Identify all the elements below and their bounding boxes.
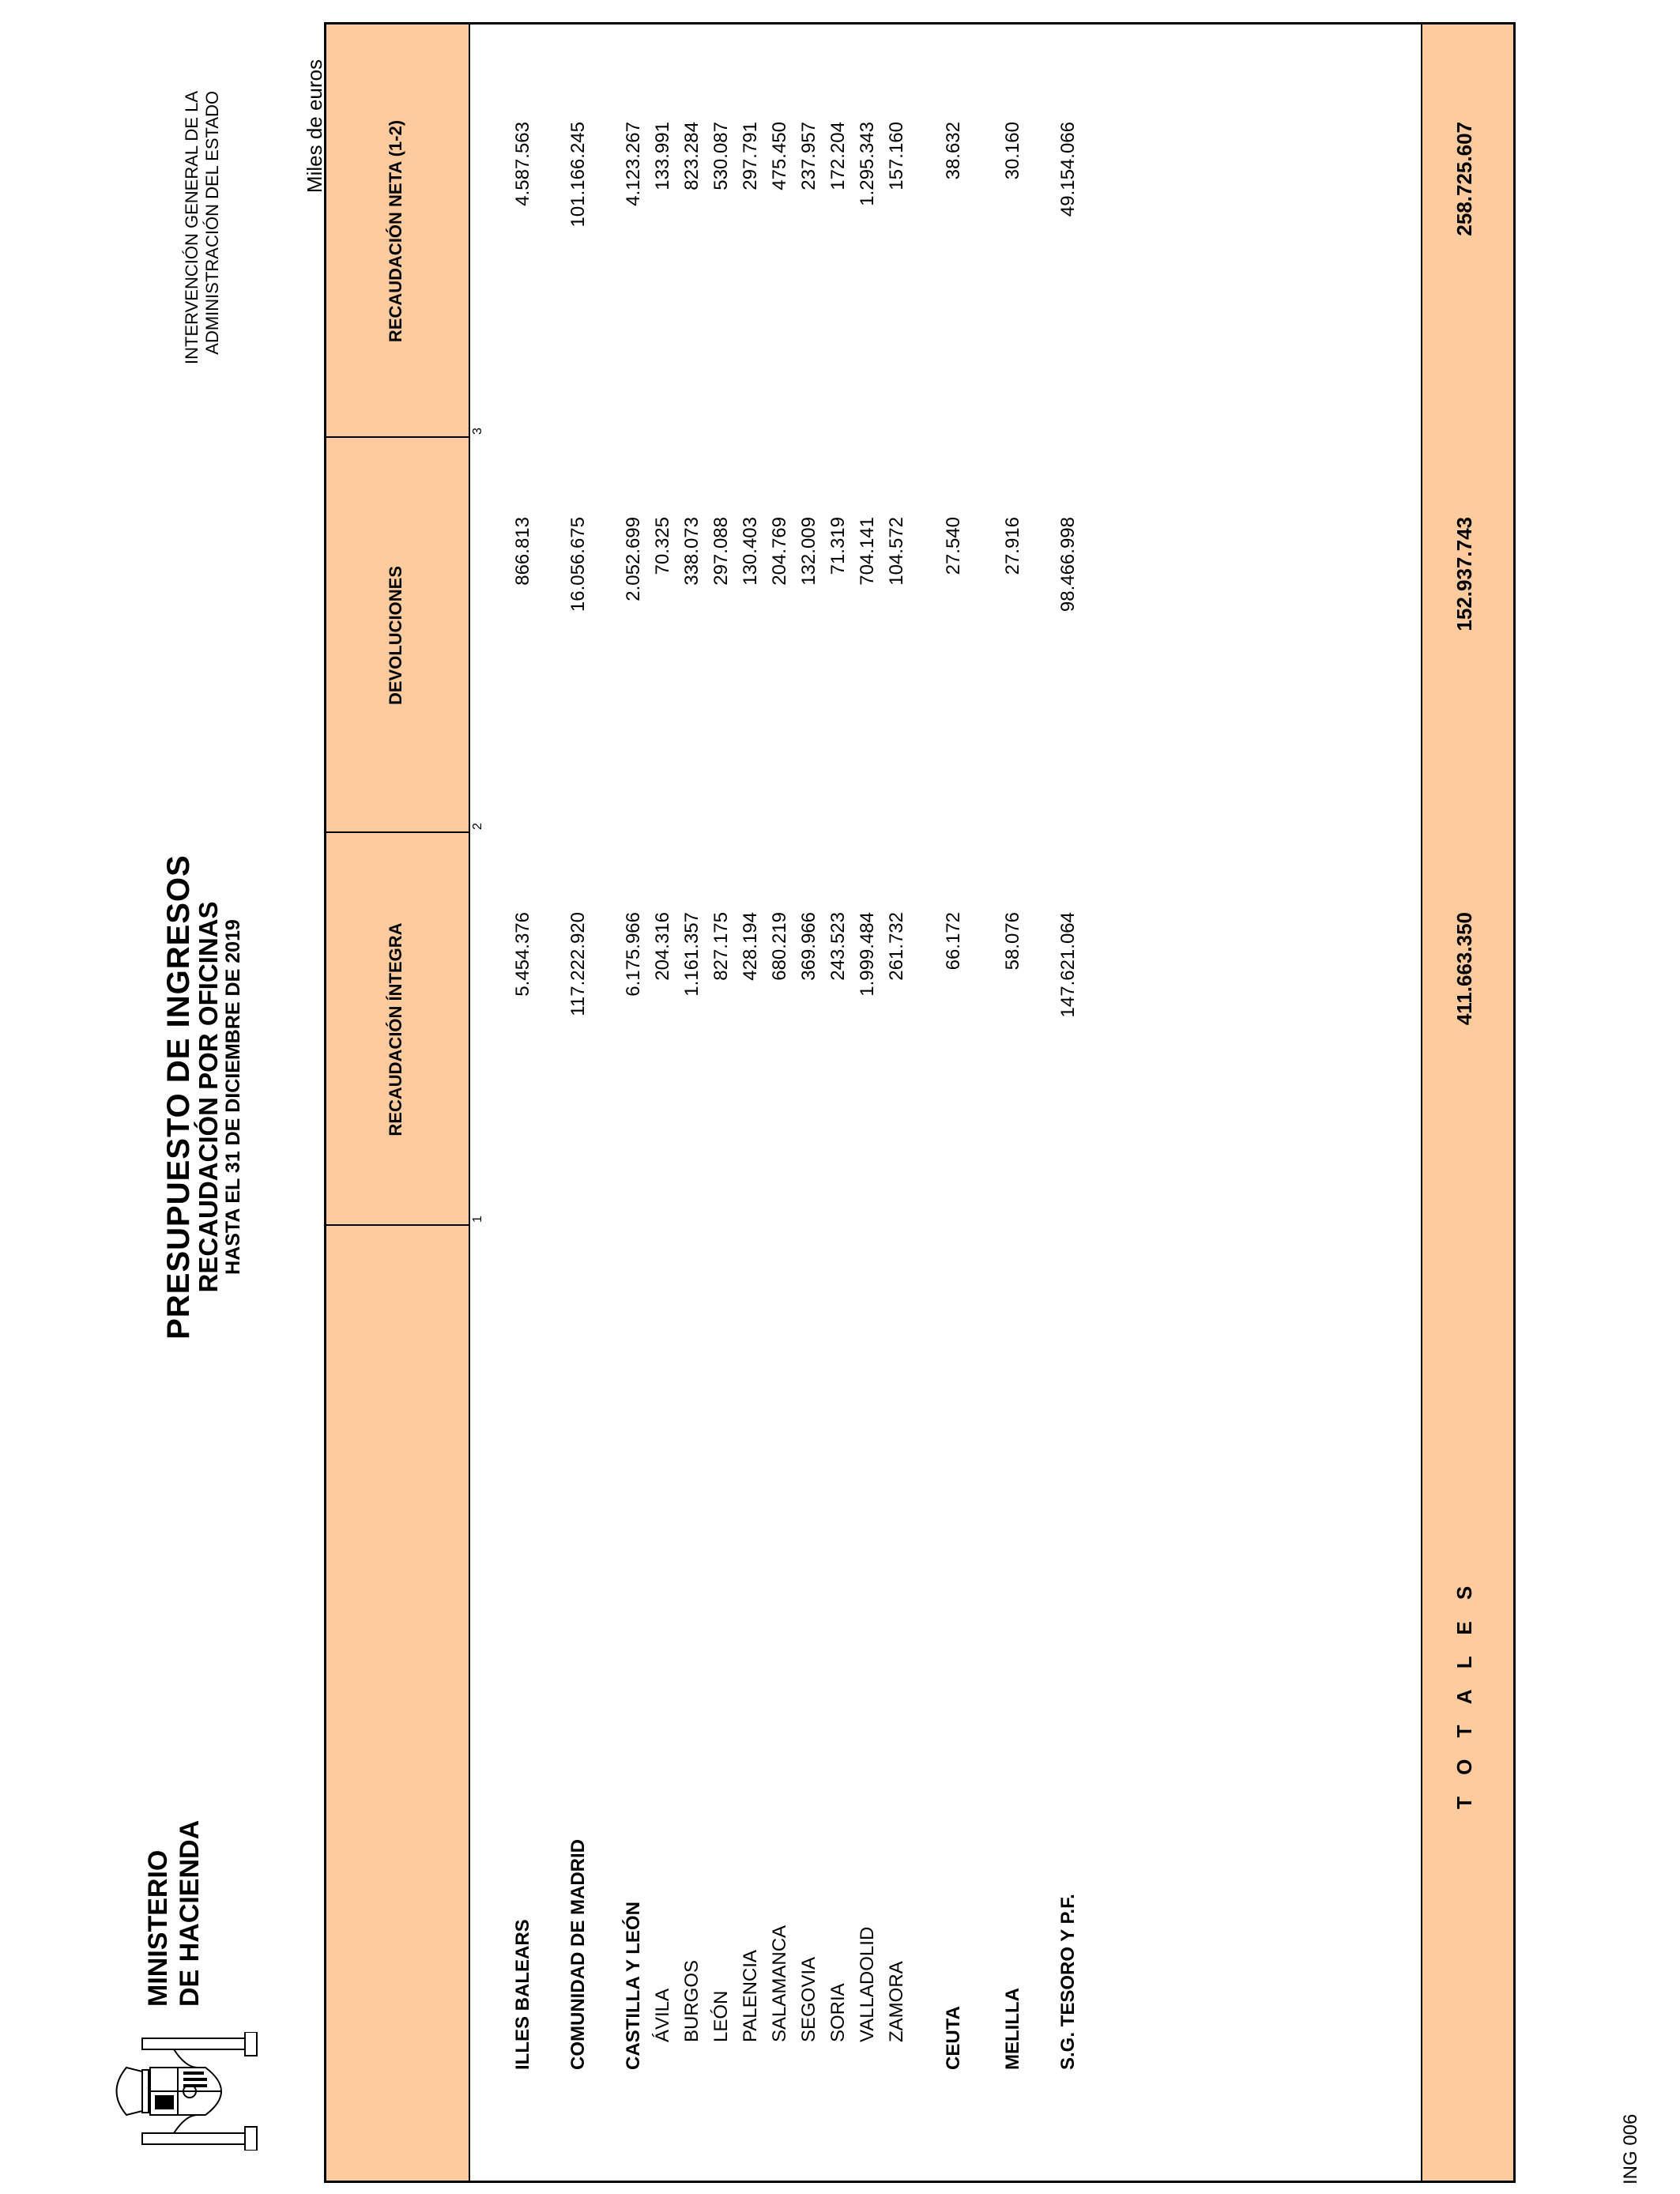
column-number-1: 1: [471, 1216, 484, 1223]
cell-neta: 297.791: [740, 122, 761, 190]
cell-devoluciones: 71.319: [827, 517, 849, 575]
row-label: ZAMORA: [886, 1961, 907, 2042]
header-divider: [469, 25, 470, 2181]
totals-label: T O T A L E S: [1452, 1578, 1476, 1809]
total-devoluciones: 152.937.743: [1452, 517, 1476, 631]
cell-neta: 157.160: [886, 122, 907, 190]
cell-integra: 5.454.376: [512, 912, 533, 997]
cell-integra: 6.175.966: [623, 912, 644, 997]
org-line1: INTERVENCIÓN GENERAL DE LA: [182, 91, 202, 364]
cell-devoluciones: 70.325: [652, 517, 673, 575]
row-label: SALAMANCA: [769, 1924, 790, 2042]
ministry-line1: MINISTERIO: [143, 1849, 173, 2007]
row-label: SEGOVIA: [798, 1956, 819, 2042]
cell-neta: 133.991: [652, 122, 673, 190]
row-label: CEUTA: [943, 2006, 964, 2070]
cell-devoluciones: 98.466.998: [1057, 517, 1079, 613]
totals-divider: [1421, 25, 1422, 2181]
cell-neta: 172.204: [827, 122, 849, 190]
cell-neta: 4.587.563: [512, 122, 533, 206]
column-number-2: 2: [471, 823, 484, 830]
cell-integra: 827.175: [710, 912, 732, 981]
cell-devoluciones: 27.540: [943, 517, 964, 575]
column-number-3: 3: [471, 428, 484, 435]
cell-integra: 66.172: [943, 912, 964, 971]
cell-integra: 58.076: [1002, 912, 1023, 971]
cell-integra: 261.732: [886, 912, 907, 981]
cell-neta: 530.087: [710, 122, 732, 190]
total-integra: 411.663.350: [1452, 912, 1476, 1026]
cell-neta: 1.295.343: [857, 122, 878, 206]
row-label: MELILLA: [1002, 1988, 1023, 2070]
row-label: ÁVILA: [652, 1988, 673, 2042]
cell-neta: 101.166.245: [567, 122, 589, 228]
organization-name: [182, 91, 223, 364]
units-label: Miles de euros: [303, 59, 326, 194]
cell-integra: 243.523: [827, 912, 849, 981]
org-line2: ADMINISTRACIÓN DEL ESTADO: [202, 91, 222, 355]
cell-devoluciones: 704.141: [857, 517, 878, 586]
cell-devoluciones: 297.088: [710, 517, 732, 586]
column-header-integra: RECAUDACIÓN ÍNTEGRA: [386, 922, 405, 1137]
date-line: HASTA EL 31 DE DICIEMBRE DE 2019: [222, 919, 244, 1275]
row-label: SORIA: [827, 1983, 849, 2042]
cell-devoluciones: 2.052.699: [623, 517, 644, 601]
page-subtitle: RECAUDACIÓN POR OFICINAS: [194, 901, 223, 1293]
cell-neta: 475.450: [769, 122, 790, 190]
cell-integra: 117.222.920: [567, 912, 589, 1016]
cell-devoluciones: 104.572: [886, 517, 907, 586]
cell-integra: 428.194: [740, 912, 761, 981]
row-label: CASTILLA Y LEÓN: [623, 1902, 644, 2070]
data-table: [324, 22, 1516, 2183]
cell-neta: 4.123.267: [623, 122, 644, 206]
total-neta: 258.725.607: [1452, 122, 1476, 236]
cell-neta: 823.284: [681, 122, 703, 190]
cell-integra: 147.621.064: [1057, 912, 1079, 1018]
row-label: ILLES BALEARS: [512, 1919, 533, 2070]
row-label: S.G. TESORO Y P.F.: [1057, 1894, 1079, 2070]
cell-devoluciones: 132.009: [798, 517, 819, 586]
cell-neta: 237.957: [798, 122, 819, 190]
cell-integra: 369.966: [798, 912, 819, 981]
cell-devoluciones: 204.769: [769, 517, 790, 586]
page-title: PRESUPUESTO DE INGRESOS: [161, 854, 196, 1340]
row-label: COMUNIDAD DE MADRID: [567, 1839, 589, 2070]
cell-devoluciones: 130.403: [740, 517, 761, 586]
ministry-line2: DE HACIENDA: [175, 1819, 205, 2007]
cell-devoluciones: 16.056.675: [567, 517, 589, 613]
column-header-devoluciones: DEVOLUCIONES: [386, 565, 405, 706]
form-code: ING 006: [1620, 2113, 1641, 2185]
row-label: LEÓN: [710, 1990, 732, 2042]
cell-integra: 1.999.484: [857, 912, 878, 997]
row-label: VALLADOLID: [857, 1926, 878, 2042]
row-label: PALENCIA: [740, 1950, 761, 2042]
cell-devoluciones: 338.073: [681, 517, 703, 586]
cell-integra: 1.161.357: [681, 912, 703, 997]
cell-integra: 680.219: [769, 912, 790, 981]
cell-neta: 38.632: [943, 122, 964, 180]
cell-neta: 49.154.066: [1057, 122, 1079, 217]
row-label: BURGOS: [681, 1959, 703, 2042]
column-header-neta: RECAUDACIÓN NETA (1-2): [386, 119, 405, 343]
totals-band: [1421, 25, 1513, 2181]
cell-devoluciones: 866.813: [512, 517, 533, 586]
cell-devoluciones: 27.916: [1002, 517, 1023, 575]
cell-integra: 204.316: [652, 912, 673, 981]
cell-neta: 30.160: [1002, 122, 1023, 180]
